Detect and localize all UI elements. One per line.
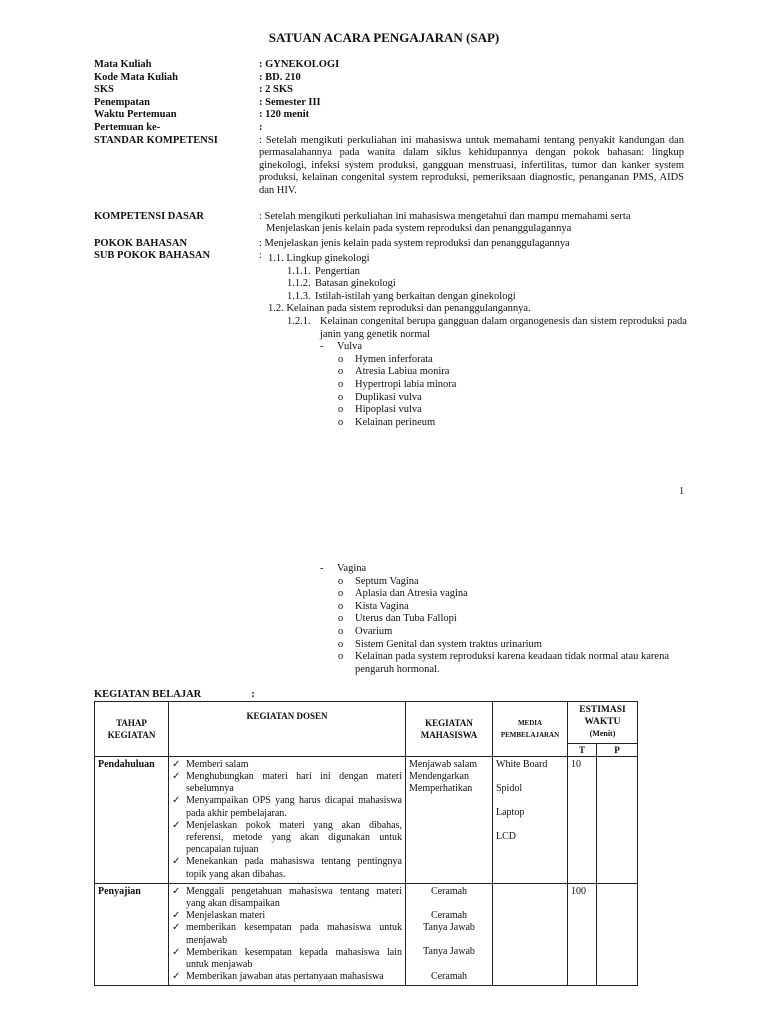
pokok-label: POKOK BAHASAN [94,237,188,249]
list-item [338,417,688,430]
outline-number: 1.2.1. [287,315,311,327]
mahasiswa-item: Ceramah [430,885,468,897]
header-media: MEDIA PEMBELAJARAN [493,702,568,757]
list-item-text: Memberi salam [186,758,249,770]
header-estimasi [568,702,638,744]
estimasi-label: ESTIMASI WAKTU [579,705,626,728]
meta-label: Mata Kuliah [94,59,152,70]
list-item [338,601,690,614]
list-item [338,354,688,367]
list-item [338,626,690,639]
standar-value: : Setelah mengikuti perkuliahan ini mahasiswa untuk memahami tentang penyakit kandungan dan permasalahannya pada wanita dalam siklus kehidupannya dengan pokok bahasan: lingkup ginekologi, infeksi system produksi, gangguan menstruasi, infertilitas, tumor dan kanker system produksi, kelainan congenital system reproduksi, pemeriksaan diagnostic, penanganan PMS, AIDS dan HIV. [259,134,684,196]
mahasiswa-item: Tanya Jawab [423,922,475,934]
outline-1-1: 1.1. Lingkup ginekologi [268,253,370,264]
page-number: 1 [679,486,685,497]
list-item [172,886,402,910]
vulva-label: Vulva [337,341,363,353]
header-p: P [597,743,638,756]
bullet-marker: o [338,416,344,428]
cell-tahap: Pendahuluan [95,756,169,883]
check-icon: ✓ [172,856,181,868]
list-item [172,771,402,795]
media-item: Spidol [496,783,523,795]
list-item [172,856,402,880]
check-icon: ✓ [172,971,181,983]
cell-p [597,756,638,883]
vulva-list [268,354,688,430]
list-item-text: Ovarium [355,625,393,637]
header-t: T [568,743,597,756]
standar-label: STANDAR KOMPETENSI [94,134,218,146]
media-item: Laptop [496,807,525,819]
list-item [338,576,690,589]
vagina-label: Vagina [337,563,367,574]
kompetensi-dasar [94,211,684,236]
check-icon: ✓ [172,910,181,922]
menit-label: (Menit) [589,729,616,739]
list-item [172,910,402,922]
bullet-marker: o [338,588,344,600]
list-item-text: Sistem Genital dan system traktus urinarium [355,638,542,650]
kegiatan-table [94,701,638,986]
outline-text: Istilah-istilah yang berkaitan dengan ginekologi [315,290,516,302]
bullet-marker: o [338,625,344,637]
course-meta [94,59,684,263]
bullet-marker: o [338,613,344,625]
list-item [172,971,402,983]
meta-value: : 2 SKS [259,84,293,96]
standar-kompetensi [94,135,684,198]
meta-value: : GYNEKOLOGI [259,59,340,70]
check-icon: ✓ [172,758,181,770]
table-row-pendahuluan [95,756,638,883]
outline-text: Pengertian [315,265,360,277]
list-item [172,795,402,819]
mahasiswa-item: Tanya Jawab [423,946,475,958]
list-item-text: Hymen inferforata [355,353,433,365]
meta-label: SKS [94,84,114,96]
list-item [338,651,690,676]
dash-marker: - [320,341,324,353]
cell-media [493,756,568,883]
bullet-marker: o [338,600,344,612]
meta-label: Waktu Pertemuan [94,109,177,121]
bullet-marker: o [338,378,344,390]
mahasiswa-item: Ceramah [430,910,468,922]
subpokok-value: : [259,250,262,262]
vagina-list [320,576,690,677]
meta-row-kode [94,72,684,85]
list-item [338,366,688,379]
meta-row-penempatan [94,97,684,110]
cell-t: 10 [568,756,597,883]
mahasiswa-item: Menjawab salam [409,758,478,770]
check-icon: ✓ [172,795,181,807]
meta-value: : BD. 210 [259,71,301,83]
cell-p [597,883,638,986]
list-item [338,379,688,392]
bullet-marker: o [338,391,344,403]
list-item-text: Hipoplasi vulva [355,404,422,416]
dash-marker: - [320,563,324,574]
list-item-text: Memberikan kesempatan kepada mahasiswa lain untuk menjawab [186,946,402,971]
list-item [338,639,690,652]
bullet-marker: o [338,404,344,416]
list-item-text: memberikan kesempatan pada mahasiswa untuk menjawab [186,922,402,946]
bullet-marker: o [338,651,344,663]
kompetensi-value [259,211,684,236]
meta-row-pertemuan [94,122,684,135]
header-mahasiswa: KEGIATAN MAHASISWA [406,702,493,757]
meta-value: : [259,121,263,133]
cell-dosen [169,756,406,883]
list-item [338,588,690,601]
meta-row-mata-kuliah [94,59,684,72]
cell-mahasiswa [406,883,493,986]
cell-dosen [169,883,406,986]
list-item [338,392,688,405]
document-title: SATUAN ACARA PENGAJARAN (SAP) [268,30,500,45]
list-item-text: Kelainan perineum [355,416,436,428]
mahasiswa-item: Ceramah [430,970,468,982]
subpokok-label: SUB POKOK BAHASAN [94,250,211,262]
outline-1-2-1 [268,316,688,341]
outline-1-1-2 [268,278,688,291]
pokok-bahasan [94,238,684,251]
kegiatan-label: KEGIATAN BELAJAR [94,689,202,700]
bullet-marker: o [338,575,344,587]
outline-number: 1.1.2. [287,278,311,290]
list-item-text: Septum Vagina [355,575,419,587]
list-item-text: Hypertropi labia minora [355,378,457,390]
mahasiswa-item: Memperhatikan [409,783,473,795]
list-item [338,404,688,417]
list-item-text: Menyampaikan OPS yang harus dicapai mahasiswa pada akhir pembelajaran. [186,795,402,819]
outline-number: 1.1.1. [287,265,311,277]
list-item-text: Menggali pengetahuan mahasiswa tentang materi yang akan disampaikan [186,885,402,910]
outline-1-1-1 [268,266,688,279]
list-item-text: Menjelaskan materi [186,910,266,922]
cell-tahap: Penyajian [95,883,169,986]
outline-text: Batasan ginekologi [315,278,396,290]
check-icon: ✓ [172,819,181,831]
vulva-heading [268,341,688,354]
list-item [172,759,402,771]
check-icon: ✓ [172,922,181,934]
vagina-section [320,563,690,676]
list-item-text: Kista Vagina [355,600,409,612]
list-item [338,613,690,626]
kompetensi-label: KOMPETENSI DASAR [94,210,204,222]
meta-label: Pertemuan ke- [94,121,161,133]
vagina-heading [320,563,690,576]
outline-number: 1.1.3. [287,290,311,302]
mahasiswa-item: Mendengarkan [409,771,469,783]
media-item: LCD [496,831,516,843]
bullet-marker: o [338,638,344,650]
table-row-penyajian [95,883,638,986]
kegiatan-colon: : [251,689,255,700]
list-item-text: Atresia Labiua monira [355,366,450,378]
outline-section [268,253,688,429]
outline-text: Kelainan congenital berupa gangguan dalam organogenesis dan sistem reproduksi pada janin yang genetik normal [320,315,687,340]
list-item-text: Uterus dan Tuba Fallopi [355,613,457,625]
check-icon: ✓ [172,946,181,958]
cell-media [493,883,568,986]
list-item-text: Aplasia dan Atresia vagina [355,588,468,600]
pokok-value: : Menjelaskan jenis kelain pada system reproduksi dan penanggulagannya [259,237,570,249]
check-icon: ✓ [172,771,181,783]
meta-row-sks [94,84,684,97]
check-icon: ✓ [172,885,181,897]
cell-mahasiswa [406,756,493,883]
kegiatan-belajar-heading [94,689,255,700]
meta-label: Kode Mata Kuliah [94,71,179,83]
outline-1-1-3 [268,291,688,304]
meta-label: Penempatan [94,96,150,108]
list-item-text: Duplikasi vulva [355,391,422,403]
meta-value: : Semester III [259,96,321,108]
header-dosen: KEGIATAN DOSEN [169,702,406,757]
meta-value: : 120 menit [259,109,310,121]
header-tahap: TAHAP KEGIATAN [95,702,169,757]
list-item [172,947,402,971]
list-item-text: Menghubungkan materi hari ini dengan materi sebelumnya [186,771,402,795]
list-item [172,820,402,857]
meta-row-waktu [94,109,684,122]
kompetensi-line-2: Menjelaskan jenis kelain pada system reproduksi dan penanggulagannya [266,223,572,235]
list-item-text: Memberikan jawaban atas pertanyaan mahasiswa [186,971,384,983]
table-header-row [95,702,638,744]
list-item-text: Menekankan pada mahasiswa tentang pentingnya topik yang akan dibahas. [186,856,402,880]
kompetensi-line-1: : Setelah mengikuti perkuliahan ini mahasiswa mengetahui dan mampu memahami serta [259,210,631,222]
outline-1-2: 1.2. Kelainan pada sistem reproduksi dan penanggulangannya. [268,303,531,315]
bullet-marker: o [338,366,344,378]
list-item [172,922,402,946]
media-item: White Board [496,758,548,770]
list-item-text: Kelainan pada system reproduksi karena keadaan tidak normal atau karena pengaruh hormonal. [355,651,669,675]
cell-t: 100 [568,883,597,986]
list-item-text: Menjelaskan pokok materi yang akan dibahas, referensi, metode yang akan digunakan untuk pencapaian tujuan [186,819,402,856]
bullet-marker: o [338,353,344,365]
